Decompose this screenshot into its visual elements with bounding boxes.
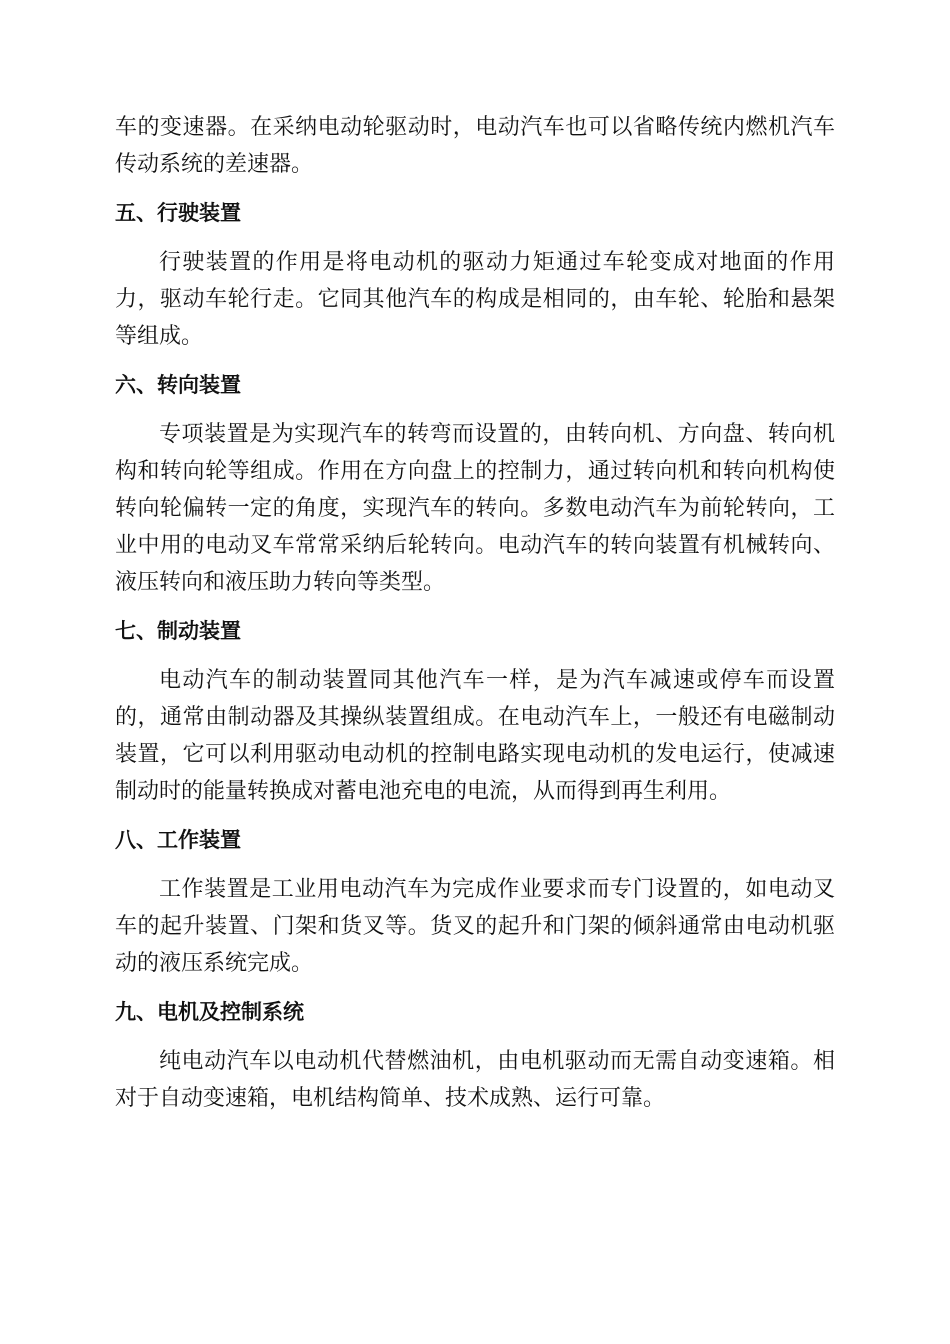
intro-paragraph: 车的变速器。在采纳电动轮驱动时，电动汽车也可以省略传统内燃机汽车传动系统的差速器。 — [115, 115, 835, 177]
section-paragraph-working-device: 工作装置是工业用电动汽车为完成作业要求而专门设置的，如电动叉车的起升装置、门架和货叉等。货叉的起升和门架的倾斜通常由电动机驱动的液压系统完成。 — [115, 877, 835, 976]
section-heading-driving-device: 五、行驶装置 — [115, 201, 241, 225]
section-paragraph-steering-device: 专项装置是为实现汽车的转弯而设置的，由转向机、方向盘、转向机构和转向轮等组成。作用在方向盘上的控制力，通过转向机和转向机构使转向轮偏转一定的角度，实现汽车的转向。多数电动汽车为前轮转向，工业中用的电动叉车常常采纳后轮转向。电动汽车的转向装置有机械转向、液压转向和液压助力转向等类型。 — [115, 422, 835, 595]
section-paragraph-motor-control: 纯电动汽车以电动机代替燃油机，由电机驱动而无需自动变速箱。相对于自动变速箱，电机结构简单、技术成熟、运行可靠。 — [115, 1049, 835, 1111]
section-heading-working-device: 八、工作装置 — [115, 828, 241, 852]
section-paragraph-braking-device: 电动汽车的制动装置同其他汽车一样，是为汽车减速或停车而设置的，通常由制动器及其操纵装置组成。在电动汽车上，一般还有电磁制动装置，它可以利用驱动电动机的控制电路实现电动机的发电运行，使减速制动时的能量转换成对蓄电池充电的电流，从而得到再生利用。 — [115, 668, 835, 804]
document-page — [115, 109, 835, 1117]
section-heading-motor-control: 九、电机及控制系统 — [115, 1000, 304, 1024]
section-heading-steering-device: 六、转向装置 — [115, 373, 241, 397]
section-paragraph-driving-device: 行驶装置的作用是将电动机的驱动力矩通过车轮变成对地面的作用力，驱动车轮行走。它同其他汽车的构成是相同的，由车轮、轮胎和悬架等组成。 — [115, 250, 835, 349]
section-heading-braking-device: 七、制动装置 — [115, 619, 241, 643]
